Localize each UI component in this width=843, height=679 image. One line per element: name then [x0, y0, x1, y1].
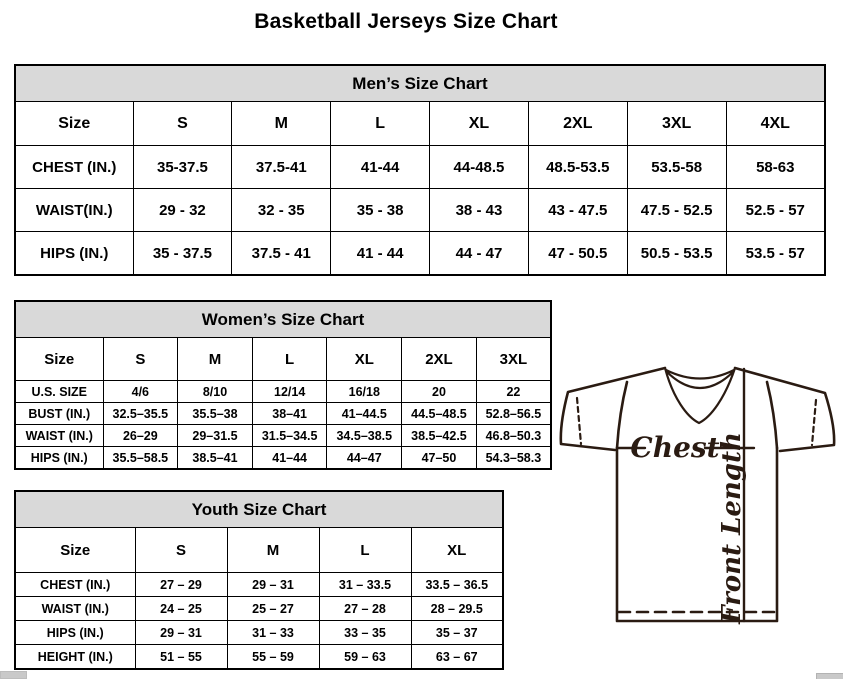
table-cell: 24 – 25	[135, 597, 227, 621]
table-cell: 33 – 35	[319, 621, 411, 645]
row-label: HIPS (IN.)	[15, 447, 103, 470]
table-cell: 29–31.5	[178, 425, 253, 447]
table-cell: 44–47	[327, 447, 402, 470]
row-label: U.S. SIZE	[15, 381, 103, 403]
chest-label: Chest	[630, 431, 720, 464]
row-label: HIPS (IN.)	[15, 621, 135, 645]
table-cell: 27 – 28	[319, 597, 411, 621]
table-cell: 35-37.5	[133, 146, 232, 189]
table-cell: 52.5 - 57	[726, 189, 825, 232]
column-header: 2XL	[528, 102, 627, 146]
size-header-label: Size	[15, 528, 135, 573]
table-cell: 48.5-53.5	[528, 146, 627, 189]
table-cell: 31 – 33	[227, 621, 319, 645]
column-header: L	[319, 528, 411, 573]
column-header: S	[135, 528, 227, 573]
table-cell: 52.8–56.5	[476, 403, 551, 425]
table-cell: 34.5–38.5	[327, 425, 402, 447]
table-cell: 55 – 59	[227, 645, 319, 670]
table-cell: 50.5 - 53.5	[627, 232, 726, 276]
table-cell: 51 – 55	[135, 645, 227, 670]
table-cell: 29 - 32	[133, 189, 232, 232]
row-label: CHEST (IN.)	[15, 573, 135, 597]
column-header: 2XL	[402, 338, 477, 381]
table-cell: 26–29	[103, 425, 178, 447]
column-header: M	[227, 528, 319, 573]
table-cell: 31 – 33.5	[319, 573, 411, 597]
table-cell: 41 - 44	[331, 232, 430, 276]
table-title: Youth Size Chart	[15, 491, 503, 528]
table-cell: 8/10	[178, 381, 253, 403]
table-cell: 53.5-58	[627, 146, 726, 189]
row-label: WAIST (IN.)	[15, 425, 103, 447]
column-header: XL	[327, 338, 402, 381]
table-cell: 46.8–50.3	[476, 425, 551, 447]
table-cell: 35 - 38	[331, 189, 430, 232]
column-header: 3XL	[476, 338, 551, 381]
row-label: HEIGHT (IN.)	[15, 645, 135, 670]
row-label: BUST (IN.)	[15, 403, 103, 425]
table-cell: 44.5–48.5	[402, 403, 477, 425]
column-header: M	[232, 102, 331, 146]
column-header: S	[103, 338, 178, 381]
table-title: Women’s Size Chart	[15, 301, 551, 338]
table-cell: 35.5–38	[178, 403, 253, 425]
column-header: L	[252, 338, 327, 381]
table-cell: 43 - 47.5	[528, 189, 627, 232]
table-cell: 38.5–42.5	[402, 425, 477, 447]
row-label: WAIST(IN.)	[15, 189, 133, 232]
jersey-cuff-dash-right	[812, 400, 816, 445]
jersey-collar	[665, 368, 735, 423]
table-cell: 63 – 67	[411, 645, 503, 670]
table-cell: 47.5 - 52.5	[627, 189, 726, 232]
table-cell: 37.5-41	[232, 146, 331, 189]
column-header: 3XL	[627, 102, 726, 146]
table-cell: 28 – 29.5	[411, 597, 503, 621]
table-cell: 44-48.5	[430, 146, 529, 189]
table-cell: 38.5–41	[178, 447, 253, 470]
horizontal-scrollbar-thumb-left[interactable]	[0, 671, 27, 679]
table-cell: 53.5 - 57	[726, 232, 825, 276]
front-length-label: Front Length	[717, 432, 747, 624]
jersey-cuff-dash-left	[577, 398, 581, 444]
table-cell: 32.5–35.5	[103, 403, 178, 425]
vertical-scrollbar-thumb-right[interactable]	[816, 673, 843, 679]
size-header-label: Size	[15, 102, 133, 146]
row-label: HIPS (IN.)	[15, 232, 133, 276]
womens-size-table	[14, 300, 552, 470]
table-cell: 25 – 27	[227, 597, 319, 621]
size-header-label: Size	[15, 338, 103, 381]
column-header: XL	[411, 528, 503, 573]
table-cell: 38–41	[252, 403, 327, 425]
table-cell: 47–50	[402, 447, 477, 470]
table-cell: 41-44	[331, 146, 430, 189]
table-cell: 29 – 31	[227, 573, 319, 597]
page-title: Basketball Jerseys Size Chart	[254, 10, 558, 33]
column-header: 4XL	[726, 102, 825, 146]
mens-size-table	[14, 64, 826, 276]
jersey-body	[617, 448, 777, 621]
table-cell: 41–44.5	[327, 403, 402, 425]
jersey-measurement-diagram	[555, 360, 843, 630]
table-cell: 20	[402, 381, 477, 403]
table-cell: 37.5 - 41	[232, 232, 331, 276]
table-cell: 12/14	[252, 381, 327, 403]
table-cell: 38 - 43	[430, 189, 529, 232]
table-cell: 22	[476, 381, 551, 403]
table-cell: 54.3–58.3	[476, 447, 551, 470]
jersey-sleeve-seam-right	[767, 382, 777, 448]
table-title: Men’s Size Chart	[15, 65, 825, 102]
table-cell: 16/18	[327, 381, 402, 403]
youth-size-table	[14, 490, 504, 670]
table-cell: 27 – 29	[135, 573, 227, 597]
row-label: CHEST (IN.)	[15, 146, 133, 189]
table-cell: 35 - 37.5	[133, 232, 232, 276]
column-header: M	[178, 338, 253, 381]
table-cell: 32 - 35	[232, 189, 331, 232]
table-cell: 35 – 37	[411, 621, 503, 645]
table-cell: 58-63	[726, 146, 825, 189]
row-label: WAIST (IN.)	[15, 597, 135, 621]
table-cell: 47 - 50.5	[528, 232, 627, 276]
column-header: XL	[430, 102, 529, 146]
table-cell: 4/6	[103, 381, 178, 403]
table-cell: 35.5–58.5	[103, 447, 178, 470]
table-cell: 59 – 63	[319, 645, 411, 670]
jersey-sleeve-seam-left	[617, 382, 627, 448]
column-header: L	[331, 102, 430, 146]
table-cell: 44 - 47	[430, 232, 529, 276]
table-cell: 29 – 31	[135, 621, 227, 645]
table-cell: 31.5–34.5	[252, 425, 327, 447]
jersey-diagram-icon	[555, 360, 843, 630]
table-cell: 33.5 – 36.5	[411, 573, 503, 597]
column-header: S	[133, 102, 232, 146]
table-cell: 41–44	[252, 447, 327, 470]
